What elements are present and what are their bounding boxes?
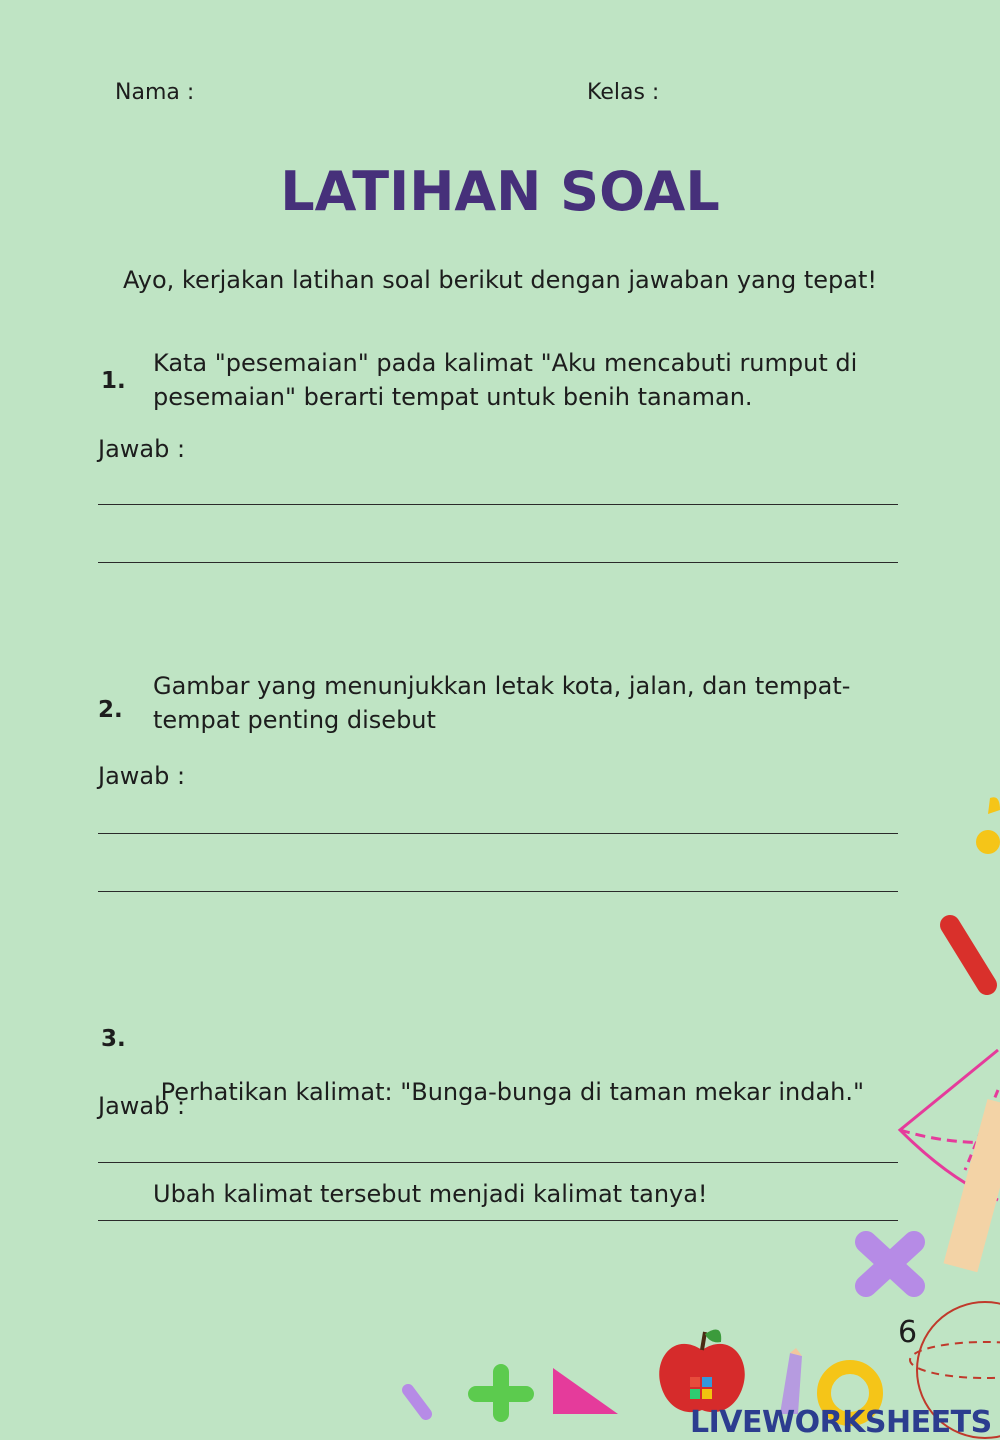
name-label: Nama : xyxy=(115,80,195,105)
purple-x-icon xyxy=(852,1228,928,1300)
liveworksheets-logo-icon xyxy=(690,1377,712,1399)
question-1-answer-line-1[interactable] xyxy=(98,504,898,505)
question-3-number: 3. xyxy=(101,1026,126,1052)
question-3-answer-line-1[interactable] xyxy=(98,1162,898,1163)
purple-stick-icon xyxy=(398,1384,438,1414)
page-title: LATIHAN SOAL xyxy=(280,160,720,223)
question-1-answer-label: Jawab : xyxy=(98,435,186,463)
question-3-text xyxy=(153,1007,873,1245)
question-1-number: 1. xyxy=(101,368,126,394)
page-number: 6 xyxy=(898,1315,918,1350)
question-1-line-2: pesemaian" berarti tempat untuk benih tanaman. xyxy=(153,383,753,411)
question-2-answer-label: Jawab : xyxy=(98,762,186,790)
question-2-line-1: Gambar yang menunjukkan letak kota, jalan, dan tempat- xyxy=(153,672,851,700)
ruler-icon xyxy=(955,1090,1000,1280)
question-2-text xyxy=(153,669,873,737)
watermark-text: LIVEWORKSHEETS xyxy=(690,1405,992,1440)
question-1-line-1: Kata "pesemaian" pada kalimat "Aku mencabuti rumput di xyxy=(153,349,858,377)
question-3-line-1: Perhatikan kalimat: "Bunga-bunga di taman mekar indah." xyxy=(153,1078,865,1106)
question-2-answer-line-2[interactable] xyxy=(98,891,898,892)
green-plus-icon xyxy=(468,1366,534,1414)
question-2-number: 2. xyxy=(98,697,123,723)
question-1-text xyxy=(153,346,873,414)
instruction-text: Ayo, kerjakan latihan soal berikut dengan jawaban yang tepat! xyxy=(123,266,877,294)
question-2-answer-line-1[interactable] xyxy=(98,833,898,834)
question-3-line-2: Ubah kalimat tersebut menjadi kalimat tanya! xyxy=(153,1180,708,1208)
question-3-answer-line-2[interactable] xyxy=(98,1220,898,1221)
red-bar-icon xyxy=(935,910,1000,1000)
question-3-answer-label: Jawab : xyxy=(98,1092,186,1120)
question-2-line-2: tempat penting disebut xyxy=(153,706,436,734)
class-label: Kelas : xyxy=(587,80,660,105)
pink-triangle-icon xyxy=(548,1368,618,1414)
question-1-answer-line-2[interactable] xyxy=(98,562,898,563)
yellow-shape-icon xyxy=(960,790,1000,860)
liveworksheets-logo xyxy=(690,1370,1000,1440)
